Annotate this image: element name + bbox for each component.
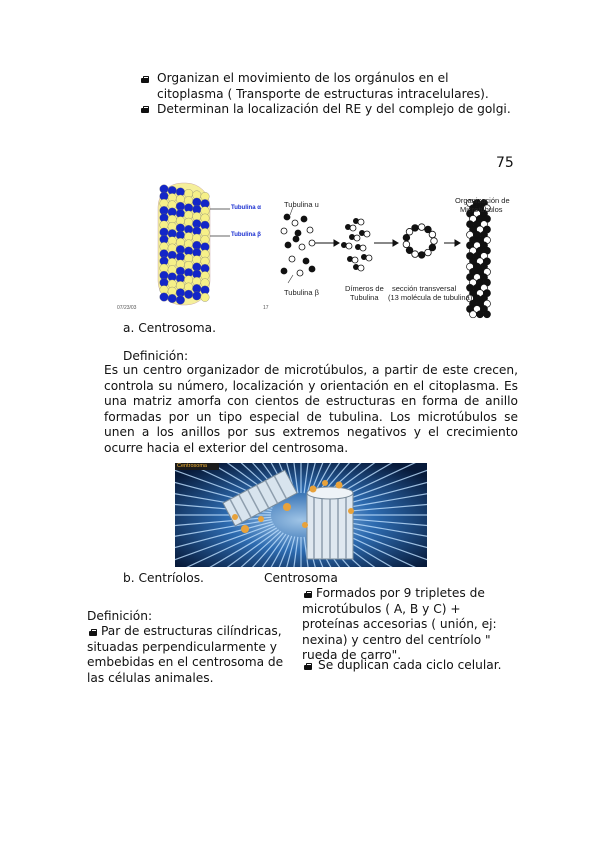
- tubulina-b-label: Tubulina β: [284, 288, 319, 297]
- tubulin-sphere: [176, 296, 185, 305]
- tubulin-dot: [281, 228, 287, 234]
- ring-tubulin: [429, 231, 436, 238]
- tubulin-sphere: [184, 290, 193, 299]
- seccion-label-2: (13 molécula de tubulina): [388, 293, 473, 302]
- ring-tubulin: [418, 224, 425, 231]
- figure-tiny-right: 17: [263, 305, 269, 311]
- tubulin-alpha-label: Tubulina α: [231, 205, 261, 211]
- ring-tubulin: [431, 238, 438, 245]
- ring-tubulin: [406, 247, 413, 254]
- centrosome-caption: Centrosoma: [264, 571, 338, 585]
- top-bullet-1: Organizan el movimiento de los orgánulos en el: [157, 71, 449, 85]
- top-bullet-1-cont: citoplasma ( Transporte de estructuras intracelulares).: [157, 87, 489, 101]
- tubulin-dot: [299, 244, 305, 250]
- tubulin-sphere: [193, 292, 202, 301]
- tubulin-dot: [295, 230, 301, 236]
- centrosome-figure: [175, 463, 427, 567]
- tubulin-dot: [309, 266, 315, 272]
- section-b-definition-label: Definición:: [87, 609, 153, 623]
- tubulin-dot: [307, 227, 313, 233]
- tubulin-beta-label: Tubulina β: [231, 232, 261, 238]
- section-b-right-bullet-1: Formados por 9 tripletes de microtúbulos ( A, B y C) + proteínas accesorias ( unión, ej: nexina) y centro del centríolo " rueda de carro".: [302, 586, 497, 662]
- tubulin-dot: [281, 268, 287, 274]
- section-a-heading: a. Centrosoma.: [123, 321, 216, 335]
- top-bullet-2: Determinan la localización del RE y del complejo de golgi.: [157, 102, 511, 116]
- ring-tubulin: [412, 225, 419, 232]
- tubulin-sphere: [168, 294, 177, 303]
- figure-tiny-left: 07/23/03: [117, 305, 137, 311]
- tubulin-dot: [309, 240, 315, 246]
- bullet-icon: [304, 663, 312, 670]
- tubulin-sphere: [201, 293, 210, 302]
- dimer-dot: [350, 225, 356, 231]
- section-a-definition-label: Definición:: [123, 349, 189, 363]
- tower-tubulin: [470, 311, 477, 318]
- organizacion-label-1: Organización de: [455, 196, 510, 205]
- page-number: 75: [496, 155, 514, 171]
- section-b-heading: b. Centríolos.: [123, 571, 204, 585]
- tubulin-dot: [301, 216, 307, 222]
- tubulina-u-label: Tubulina u: [284, 200, 319, 209]
- tubulin-dot: [284, 214, 290, 220]
- dimer-dot: [354, 235, 360, 241]
- section-b-left-bullet: Par de estructuras cilíndricas, situadas perpendicularmente y embebidas en el centrosoma de las células animales.: [87, 624, 284, 685]
- dimer-dot: [358, 219, 364, 225]
- tubulin-dot: [292, 220, 298, 226]
- tubulin-dot: [297, 270, 303, 276]
- tubulin-dot: [303, 258, 309, 264]
- centrosome-inner-label: Centrosoma: [177, 463, 207, 469]
- dimeros-label-1: Dímeros de: [345, 284, 384, 293]
- dimer-dot: [366, 255, 372, 261]
- dimer-dot: [358, 265, 364, 271]
- tower-tubulin: [477, 311, 484, 318]
- ring-tubulin: [403, 234, 410, 241]
- tubulin-dot: [285, 242, 291, 248]
- bullet-icon: [141, 106, 149, 113]
- organizacion-label-2: Microtúbulos: [460, 205, 503, 214]
- tubulin-dot: [293, 236, 299, 242]
- dimer-dot: [346, 243, 352, 249]
- tubulin-sphere: [160, 293, 169, 302]
- tower-tubulin: [484, 311, 491, 318]
- seccion-label-1: sección transversal: [392, 284, 457, 293]
- dimer-dot: [364, 231, 370, 237]
- dimer-dot: [352, 257, 358, 263]
- section-a-definition-text: Es un centro organizador de microtúbulos, a partir de este crecen, controla su número, localización y orientación en el citoplasma. Es una matriz amorfa con cientos de estructuras en forma de anillo formadas por un tipo especial de tubulina. Los microtúbulos se unen a los anillos por sus extremos negativos y el crecimiento ocurre hacia el exterior del centrosoma.: [104, 363, 518, 455]
- ring-tubulin: [403, 241, 410, 248]
- dimer-dot: [360, 245, 366, 251]
- dimeros-label-2: Tubulina: [350, 293, 379, 302]
- section-b-right-bullet-2: Se duplican cada ciclo celular.: [318, 658, 502, 672]
- ring-tubulin: [425, 249, 432, 256]
- ring-tubulin: [418, 252, 425, 259]
- tubulin-dot: [289, 256, 295, 262]
- bullet-icon: [141, 76, 149, 83]
